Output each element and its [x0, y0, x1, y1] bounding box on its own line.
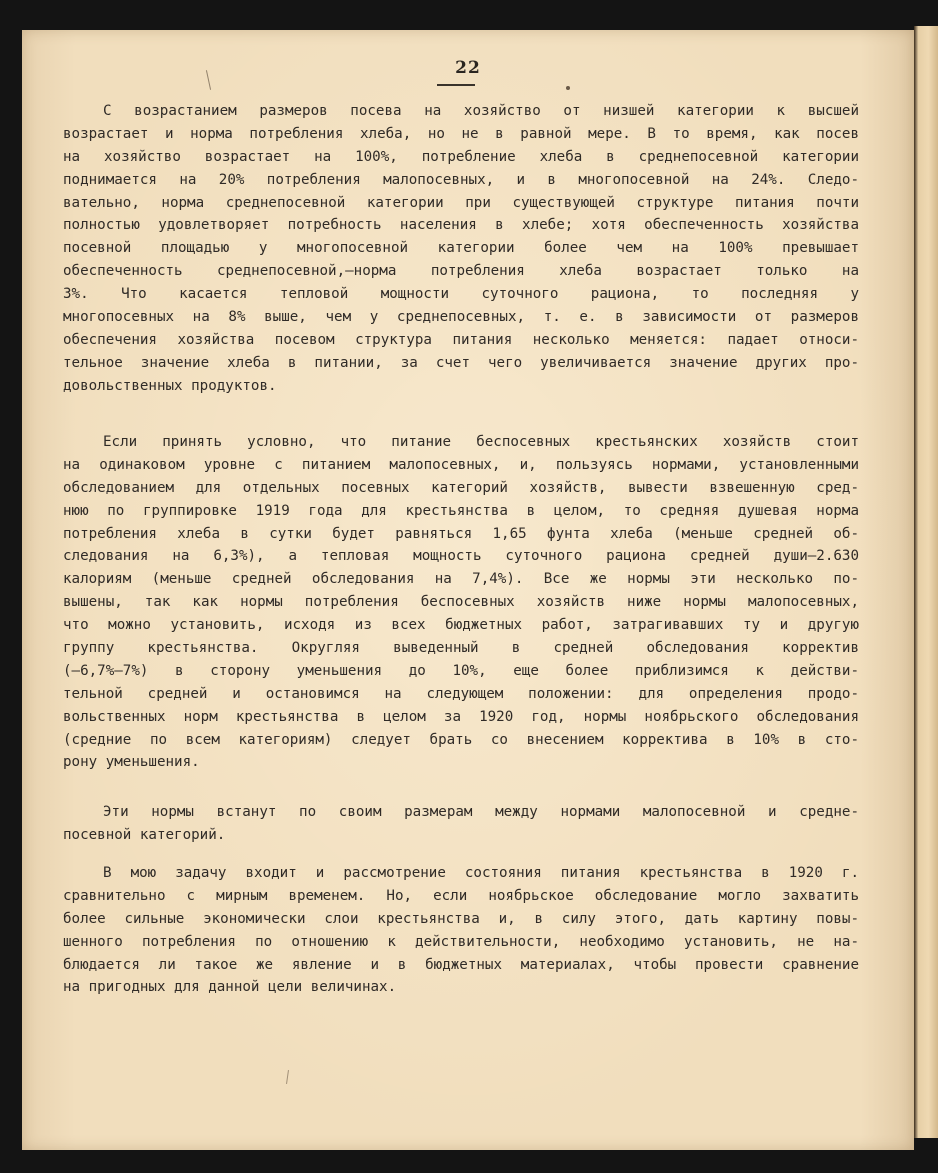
text-line: 3%. Что касается тепловой мощности суточного рациона, то последняя у [63, 286, 859, 303]
text-line: поднимается на 20% потребления малопосевных, и в многопосевной на 24%. Следо- [63, 171, 859, 188]
text-line: на хозяйство возрастает на 100%, потребление хлеба в среднепосевной категории [63, 148, 859, 165]
text-line: тельной средней и остановимся на следующем положении: для определения продо- [63, 685, 859, 702]
text-line: группу крестьянства. Округляя выведенный в средней обследования корректив [63, 640, 859, 657]
text-line: полностью удовлетворяет потребность населения в хлебе; хотя обеспеченность хозяйства [63, 217, 859, 234]
text-line: (—6,7%—7%) в сторону уменьшения до 10%, еще более приблизимся к действи- [63, 662, 859, 679]
page-number-underline [437, 84, 475, 86]
text-line: на одинаковом уровне с питанием малопосевных, и, пользуясь нормами, установленными [63, 456, 859, 473]
page-number: 22 [455, 58, 481, 78]
text-line: на пригодных для данной цели величинах. [63, 979, 397, 996]
text-line: посевной категорий. [63, 826, 226, 843]
paragraph-1 [63, 100, 859, 398]
text-line: С возрастанием размеров посева на хозяйство от низшей категории к высшей [103, 103, 859, 119]
text-line: шенного потребления по отношению к действительности, необходимо установить, не на- [63, 933, 859, 950]
paragraph-3 [63, 801, 859, 847]
text-line: (средние по всем категориям) следует брать со внесением корректива в 10% в сто- [63, 731, 859, 748]
text-line: многопосевных на 8% выше, чем у среднепосевных, т. е. в зависимости от размеров [63, 309, 859, 326]
ink-speck [566, 86, 570, 90]
text-line: вышены, так как нормы потребления беспосевных хозяйств ниже нормы малопосевных, [63, 594, 859, 611]
text-line: тельное значение хлеба в питании, за счет чего увеличивается значение других про- [63, 354, 859, 371]
paragraph-2 [63, 431, 859, 774]
text-line: обследованием для отдельных посевных категорий хозяйств, вывести взвешенную сред- [63, 479, 859, 496]
text-line: В мою задачу входит и рассмотрение состояния питания крестьянства в 1920 г. [103, 865, 859, 881]
text-line: рону уменьшения. [63, 754, 200, 771]
next-page-edge [914, 26, 938, 1138]
document-page [22, 30, 914, 1150]
text-line: что можно установить, исходя из всех бюджетных работ, затрагивавших ту и другую [63, 617, 859, 634]
text-line: возрастает и норма потребления хлеба, но не в равной мере. В то время, как посев [63, 125, 859, 142]
text-line: вольственных норм крестьянства в целом за 1920 год, нормы ноябрьского обследования [63, 708, 859, 725]
text-line: Если принять условно, что питание беспосевных крестьянских хозяйств стоит [103, 434, 859, 450]
text-line: калориям (меньше средней обследования на 7,4%). Все же нормы эти несколько по- [63, 571, 859, 588]
text-line: вательно, норма среднепосевной категории при существующей структуре питания почти [63, 194, 859, 211]
text-line: следования на 6,3%), а тепловая мощность суточного рациона средней души—2.630 [63, 548, 859, 565]
ink-tick [286, 1070, 289, 1084]
text-line: обеспечения хозяйства посевом структура питания несколько меняется: падает относи- [63, 331, 859, 348]
text-line: более сильные экономически слои крестьянства и, в силу этого, дать картину повы- [63, 910, 859, 927]
text-line: Эти нормы встанут по своим размерам между нормами малопосевной и средне- [103, 804, 859, 820]
text-line: нюю по группировке 1919 года для крестьянства в целом, то средняя душевая норма [63, 502, 859, 519]
text-line: блюдается ли такое же явление и в бюджетных материалах, чтобы провести сравнение [63, 956, 859, 973]
text-line: довольственных продуктов. [63, 377, 277, 394]
text-line: обеспеченность среднепосевной,—норма потребления хлеба возрастает только на [63, 263, 859, 280]
text-line: посевной площадью у многопосевной категории более чем на 100% превышает [63, 240, 859, 257]
paragraph-4 [63, 862, 859, 999]
text-line: потребления хлеба в сутки будет равняться 1,65 фунта хлеба (меньше средней об- [63, 525, 859, 542]
text-line: сравнительно с мирным временем. Но, если ноябрьское обследование могло захватить [63, 887, 859, 904]
